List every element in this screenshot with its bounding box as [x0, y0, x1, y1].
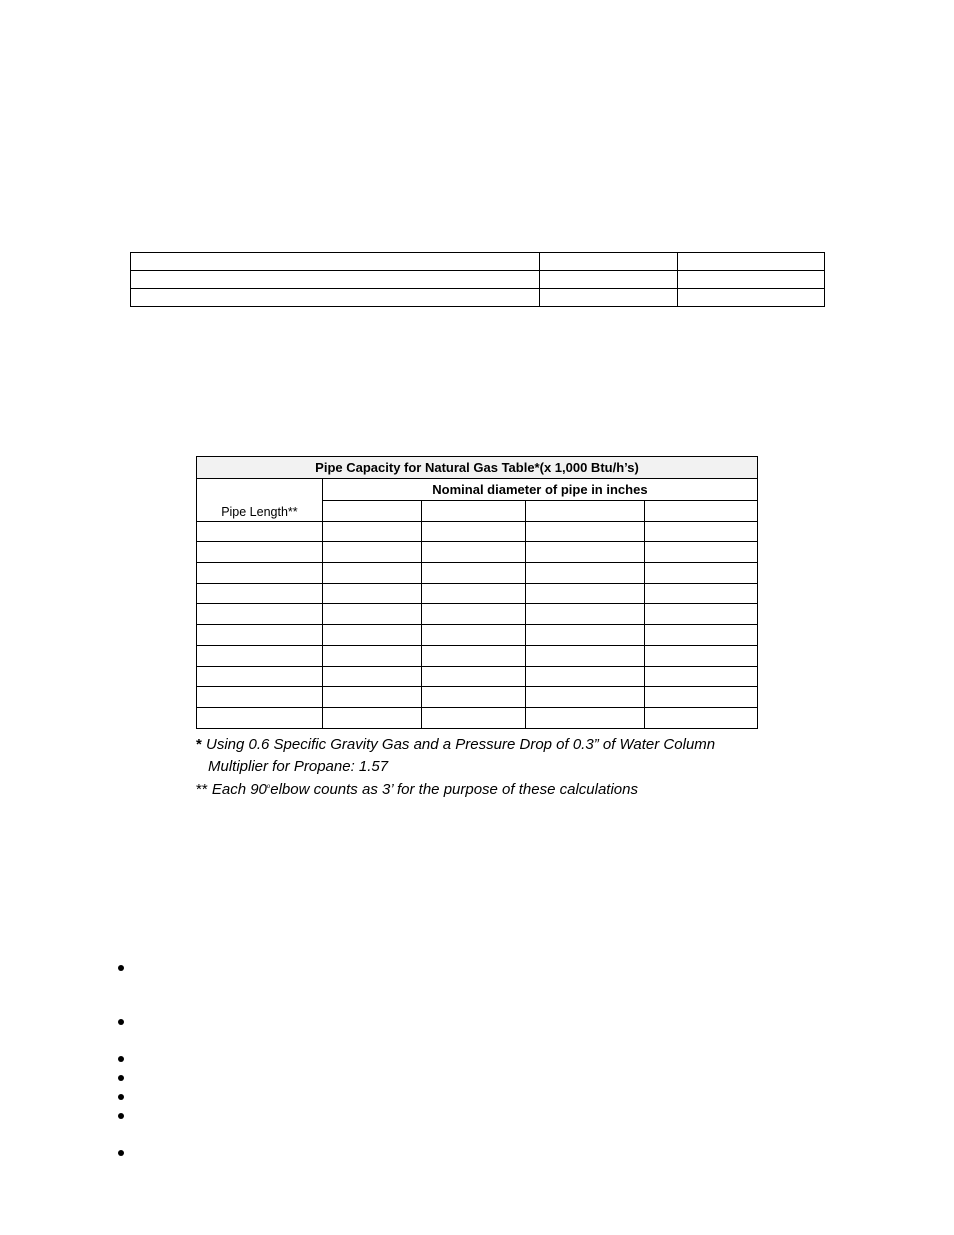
footnote-elbow — [196, 777, 796, 801]
table-cell — [421, 707, 526, 728]
table-cell — [645, 542, 758, 563]
table-row — [197, 625, 758, 646]
bullet-point — [118, 1150, 126, 1158]
table-cell — [526, 625, 645, 646]
table-cell — [645, 645, 758, 666]
bullet-point — [118, 1094, 126, 1102]
table-cell — [197, 707, 323, 728]
table-cell — [645, 604, 758, 625]
footnote-text: Multiplier for Propane: 1.57 — [208, 757, 389, 775]
table-cell — [645, 521, 758, 542]
footnote-text: elbow counts as 3’ for the purpose of these calculations — [270, 781, 638, 798]
footnote-gas — [196, 734, 796, 756]
table-cell — [322, 604, 421, 625]
table-cell — [678, 253, 825, 271]
diameter-cell — [526, 501, 645, 522]
table-subheading-row — [197, 479, 758, 501]
table-cell — [526, 604, 645, 625]
table-cell — [197, 645, 323, 666]
table-row — [197, 521, 758, 542]
table-cell — [645, 707, 758, 728]
table-cell — [131, 253, 540, 271]
blank-info-table — [130, 252, 825, 307]
table-cell — [197, 521, 323, 542]
table-cell — [526, 666, 645, 687]
table-cell — [421, 542, 526, 563]
table-cell — [197, 542, 323, 563]
table-cell — [540, 289, 678, 307]
table-row — [131, 253, 825, 271]
footnote-propane — [196, 756, 796, 778]
footnote-text: Each 90 — [211, 781, 267, 798]
table-cell — [645, 563, 758, 584]
table-cell — [322, 563, 421, 584]
table-cell — [645, 666, 758, 687]
bullet-point — [118, 1019, 126, 1027]
table-cell — [197, 583, 323, 604]
table-cell — [322, 625, 421, 646]
table-cell — [131, 289, 540, 307]
table-cell — [421, 687, 526, 708]
table-cell — [197, 687, 323, 708]
table-cell — [526, 542, 645, 563]
bullet-point — [118, 965, 126, 973]
table-cell — [678, 289, 825, 307]
table-cell — [678, 271, 825, 289]
table-cell — [322, 687, 421, 708]
table-row — [131, 289, 825, 307]
degree-symbol: o — [266, 784, 271, 790]
table-row — [197, 542, 758, 563]
table-cell — [645, 687, 758, 708]
table-row — [197, 604, 758, 625]
table-cell — [421, 563, 526, 584]
table-cell — [526, 583, 645, 604]
footnote-mark: ** — [196, 781, 208, 798]
table-title-row — [197, 457, 758, 479]
table-cell — [540, 271, 678, 289]
table-cell — [322, 707, 421, 728]
table-cell — [131, 271, 540, 289]
table-row — [197, 687, 758, 708]
table-footnotes — [196, 734, 796, 801]
diameter-cell — [645, 501, 758, 522]
pipe-capacity-table — [196, 456, 758, 729]
table-title: Pipe Capacity for Natural Gas Table*(x 1,000 Btu/h’s) — [197, 457, 758, 479]
table-cell — [197, 666, 323, 687]
table-cell — [540, 253, 678, 271]
table-row — [131, 271, 825, 289]
table-cell — [322, 645, 421, 666]
table-cell — [526, 687, 645, 708]
table-cell — [645, 625, 758, 646]
table-cell — [526, 645, 645, 666]
bullet-point — [118, 1075, 126, 1083]
diameter-cell — [421, 501, 526, 522]
table-cell — [322, 583, 421, 604]
table-row — [197, 666, 758, 687]
nominal-diameter-header: Nominal diameter of pipe in inches — [322, 479, 757, 501]
table-row — [197, 563, 758, 584]
table-cell — [645, 583, 758, 604]
footnote-mark: * — [196, 736, 202, 753]
table-cell — [197, 604, 323, 625]
table-cell — [421, 625, 526, 646]
table-row — [197, 707, 758, 728]
pipe-length-header: Pipe Length** — [197, 479, 323, 522]
table-cell — [421, 604, 526, 625]
table-cell — [421, 521, 526, 542]
table-row — [197, 583, 758, 604]
table-body — [197, 521, 758, 728]
table-cell — [421, 666, 526, 687]
table-row — [197, 645, 758, 666]
table-cell — [197, 563, 323, 584]
table-cell — [421, 583, 526, 604]
diameter-cell — [322, 501, 421, 522]
table-cell — [197, 625, 323, 646]
table-cell — [526, 707, 645, 728]
table-cell — [421, 645, 526, 666]
table-cell — [322, 521, 421, 542]
bullet-point — [118, 1056, 126, 1064]
table-cell — [526, 563, 645, 584]
table-cell — [322, 542, 421, 563]
table-cell — [526, 521, 645, 542]
bullet-point — [118, 1113, 126, 1121]
table-cell — [322, 666, 421, 687]
footnote-text: Using 0.6 Specific Gravity Gas and a Pressure Drop of 0.3” of Water Column — [206, 736, 716, 753]
